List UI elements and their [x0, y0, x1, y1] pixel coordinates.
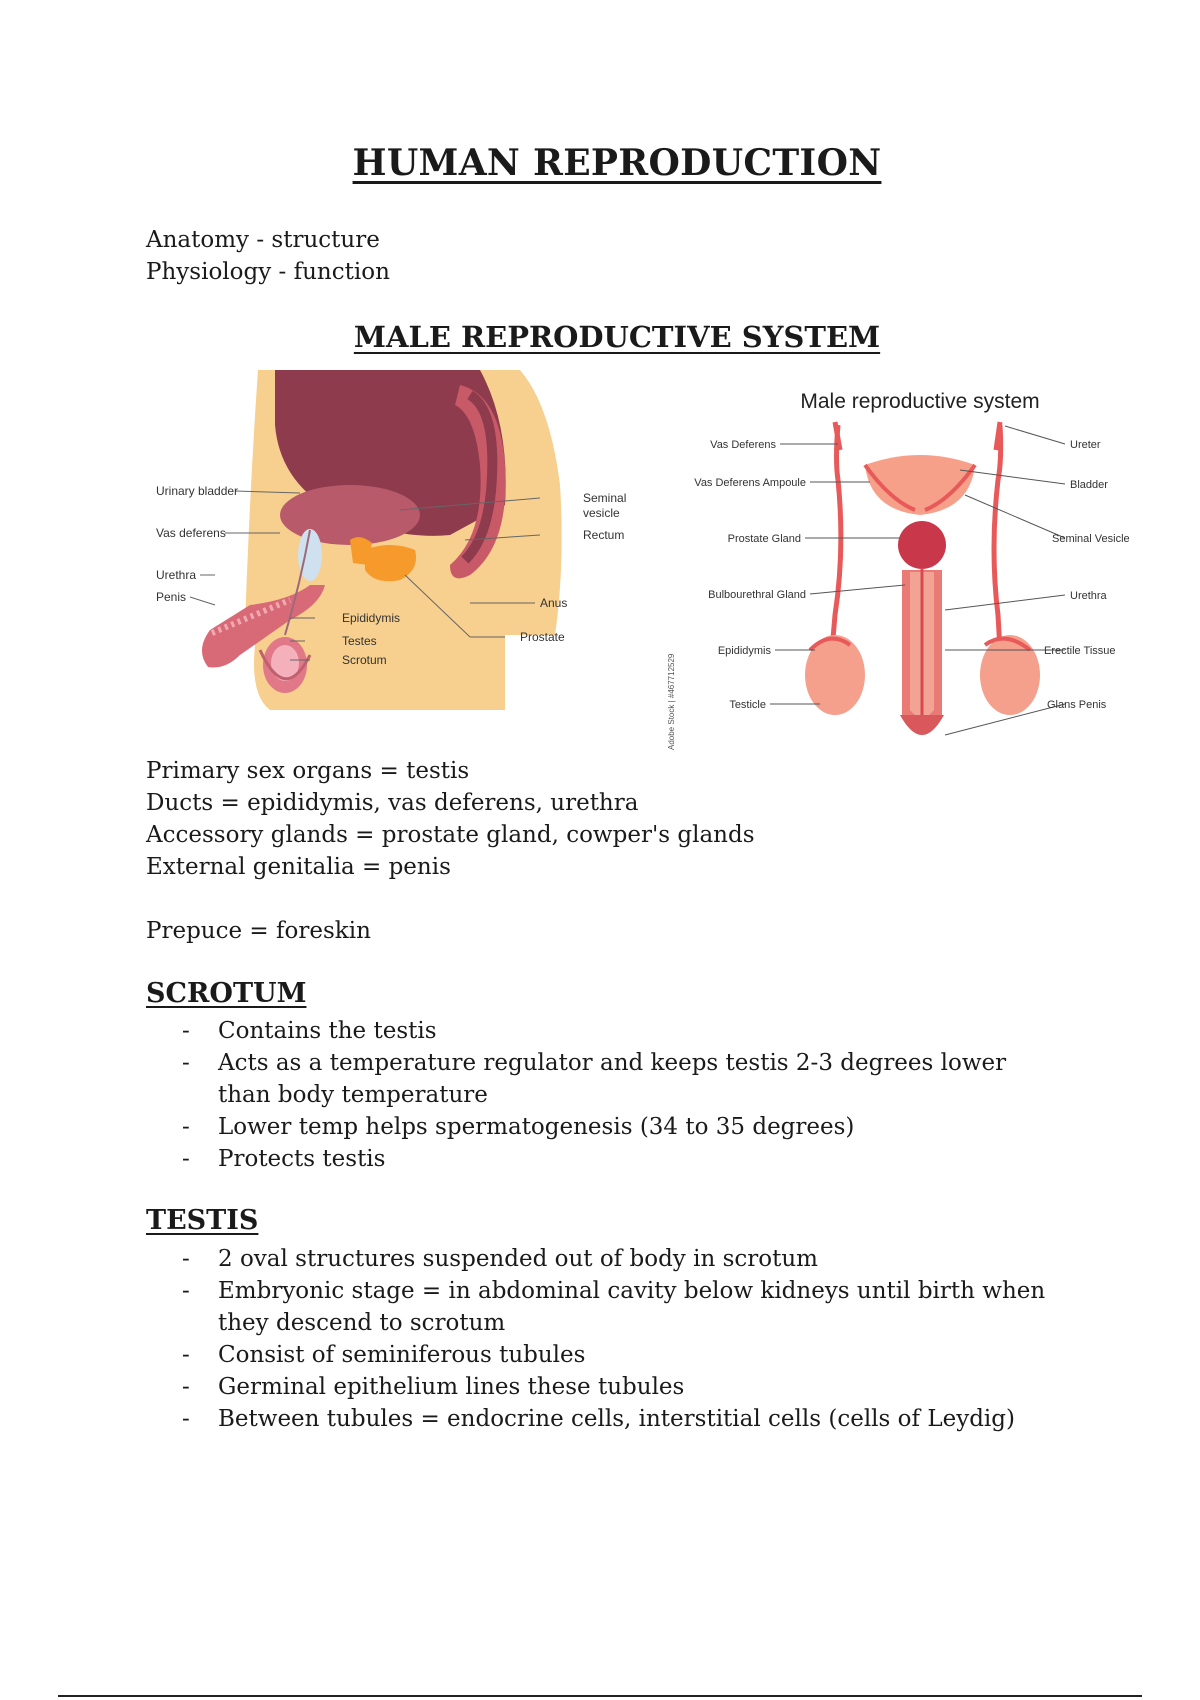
- bullet-marker: -: [182, 1246, 190, 1272]
- list-item: [146, 1403, 1066, 1435]
- list-item-text: Acts as a temperature regulator and keeps testis 2-3 degrees lower than body temperature: [218, 1050, 1007, 1108]
- definition-line: Ducts = epididymis, vas deferens, urethra: [146, 790, 639, 816]
- list-item-text: Embryonic stage = in abdominal cavity below kidneys until birth when they descend to scrotum: [218, 1278, 1046, 1336]
- bullet-marker: -: [182, 1278, 190, 1304]
- label-prostate-gland: Prostate Gland: [727, 533, 801, 545]
- label-urethra: Urethra: [156, 568, 197, 582]
- list-item: [146, 1047, 1066, 1111]
- list-item: [146, 1371, 1066, 1403]
- label-scrotum: Scrotum: [342, 653, 387, 667]
- figure-title: Male reproductive system: [800, 390, 1040, 413]
- bullet-marker: -: [182, 1114, 190, 1140]
- label-seminal-vesicle: Seminal: [583, 491, 627, 505]
- figure-front-view: [660, 380, 1145, 760]
- label-penis: Penis: [156, 590, 187, 604]
- testis-heading: TESTIS: [146, 1205, 259, 1236]
- label-seminal-vesicle: Seminal Vesicle: [1052, 533, 1130, 545]
- scrotum-list: [146, 1015, 1066, 1175]
- label-epididymis: Epididymis: [342, 611, 401, 625]
- prepuce-definition: Prepuce = foreskin: [146, 918, 371, 944]
- label-ureter: Ureter: [1070, 439, 1101, 451]
- list-item: [146, 1339, 1066, 1371]
- label-glans-penis: Glans Penis: [1047, 699, 1107, 711]
- label-vas-deferens: Vas deferens: [156, 526, 226, 540]
- label-urinary-bladder: Urinary bladder: [156, 484, 239, 498]
- label-epididymis: Epididymis: [717, 645, 771, 657]
- bullet-marker: -: [182, 1146, 190, 1172]
- bullet-marker: -: [182, 1374, 190, 1400]
- bullet-marker: -: [182, 1018, 190, 1044]
- label-bladder: Bladder: [1070, 479, 1108, 491]
- list-item: [146, 1143, 1066, 1175]
- label-rectum: Rectum: [583, 528, 625, 542]
- list-item: [146, 1243, 1066, 1275]
- list-item: [146, 1275, 1066, 1339]
- list-item-text: Lower temp helps spermatogenesis (34 to 35 degrees): [218, 1114, 855, 1140]
- label-anus: Anus: [540, 596, 568, 610]
- list-item-text: Contains the testis: [218, 1018, 437, 1044]
- testis-list: [146, 1243, 1066, 1435]
- definition-line: Accessory glands = prostate gland, cowper's glands: [146, 822, 755, 848]
- list-item-text: 2 oval structures suspended out of body in scrotum: [218, 1246, 818, 1272]
- label-seminal-vesicle: vesicle: [583, 506, 620, 520]
- label-erectile-tissue: Erectile Tissue: [1044, 645, 1116, 657]
- list-item-text: Protects testis: [218, 1146, 386, 1172]
- list-item-text: Between tubules = endocrine cells, interstitial cells (cells of Leydig): [218, 1406, 1015, 1432]
- definitions-block: [146, 755, 755, 947]
- definition-line: External genitalia = penis: [146, 854, 451, 880]
- intro-line: Anatomy - structure: [146, 227, 380, 253]
- definition-line: Primary sex organs = testis: [146, 758, 470, 784]
- list-item: [146, 1015, 1066, 1047]
- label-testes: Testes: [342, 634, 377, 648]
- intro-line: Physiology - function: [146, 259, 390, 285]
- bullet-marker: -: [182, 1050, 190, 1076]
- list-item-text: Germinal epithelium lines these tubules: [218, 1374, 685, 1400]
- bullet-marker: -: [182, 1406, 190, 1432]
- section-heading-male: MALE REPRODUCTIVE SYSTEM: [353, 320, 881, 354]
- label-testicle: Testicle: [729, 699, 766, 711]
- label-prostate: Prostate: [520, 630, 565, 644]
- stock-watermark: Adobe Stock | #467712529: [667, 653, 676, 750]
- figure-sagittal-section: [150, 365, 640, 725]
- label-urethra: Urethra: [1070, 590, 1107, 602]
- label-vas-deferens-ampoule: Vas Deferens Ampoule: [694, 477, 806, 489]
- label-vas-deferens: Vas Deferens: [710, 439, 776, 451]
- list-item-text: Consist of seminiferous tubules: [218, 1342, 586, 1368]
- list-item: [146, 1111, 1066, 1143]
- scrotum-heading: SCROTUM: [146, 978, 307, 1009]
- bullet-marker: -: [182, 1342, 190, 1368]
- page-title: HUMAN REPRODUCTION: [352, 142, 882, 184]
- footer-divider: [58, 1695, 1142, 1697]
- intro-notes: [146, 224, 390, 288]
- label-bulbourethral-gland: Bulbourethral Gland: [708, 589, 806, 601]
